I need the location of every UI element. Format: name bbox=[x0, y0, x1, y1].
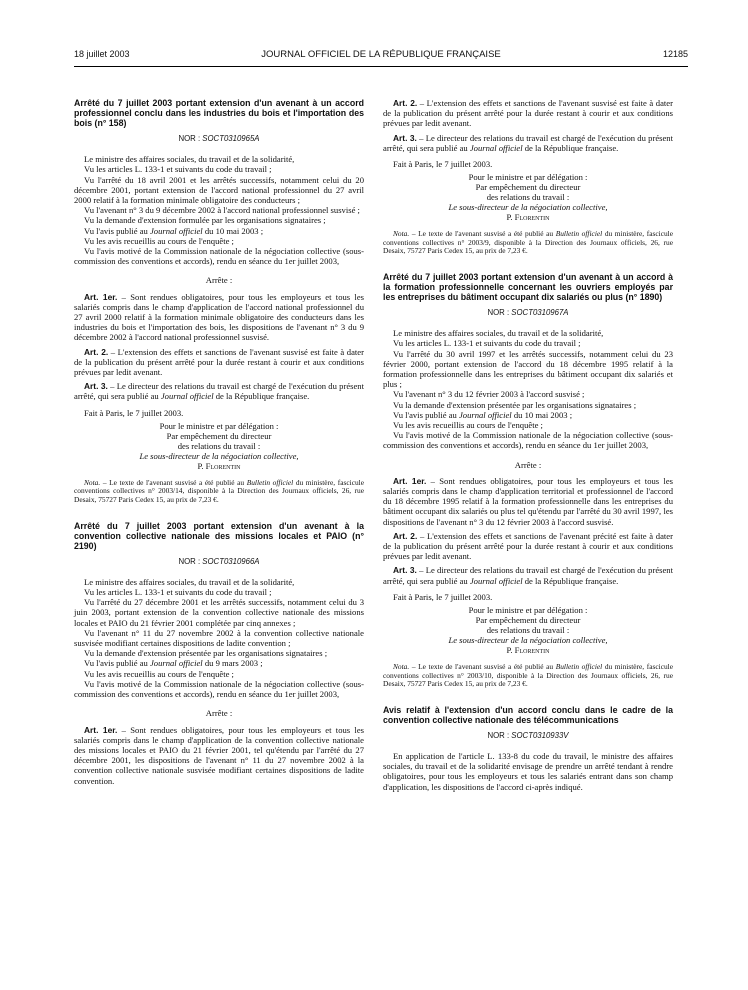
arrete-missions-locales bbox=[74, 521, 364, 786]
visa-paragraph: Vu l'avis motivé de la Commission nationale de la négociation collective (sous-commission des conventions et accords), rendu en séance du 1er juillet 2003, bbox=[74, 246, 364, 267]
signature-block: Pour le ministre et par délégation : Par empêchement du directeur des relations du travail : Le sous-directeur de la négociation collective, P. Florentin bbox=[139, 420, 299, 471]
arrete-title: Arrêté du 7 juillet 2003 portant extension d'un avenant à un accord à la formation professionnelle concernant les ouvriers employés par les entreprises du bâtiment occupant dix salariés ou plus (n° 1890) bbox=[383, 272, 673, 302]
arrete-missions-locales-continued bbox=[383, 98, 673, 256]
visa-paragraph: Le ministre des affaires sociales, du travail et de la solidarité, bbox=[84, 154, 295, 165]
visa-paragraph: Vu l'avenant n° 11 du 27 novembre 2002 à la convention collective nationale susvisée modifiant certaines dispositions de ladite convention ; bbox=[74, 627, 364, 649]
article-3: Art. 3. – Le directeur des relations du travail est chargé de l'exécution du présent arrêté, qui sera publié au Journal officiel de la République française. bbox=[74, 381, 364, 402]
visa-paragraph: Vu l'arrêté du 27 décembre 2001 et les arrêtés successifs, notamment celui du 3 juin 2003, portant extension de la convention collective nationale des missions locales et PAIO du 21 février 2001 complétée par cinq annexes ; bbox=[74, 597, 364, 628]
page-number: 12185 bbox=[662, 49, 688, 59]
visa-paragraph: Vu les articles L. 133-1 et suivants du code du travail ; bbox=[84, 164, 272, 175]
nota-note: Nota. – Le texte de l'avenant susvisé a été publié au Bulletin officiel du ministère, fascicule conventions collectives n° 2003/10, disponible à la Direction des Journaux officiels, 26, rue Desaix, 75727 Paris Cedex 15, au prix de 7,23 €. bbox=[383, 662, 674, 689]
avis-telecommunications bbox=[383, 705, 673, 792]
avis-paragraph: En application de l'article L. 133-8 du code du travail, le ministre des affaires sociales, du travail et de la solidarité envisage de prendre un arrêté tendant à rendre obligatoires, pour tous les employeurs et tous les salariés entrant dans son champ d'application, les dispositions de l'accord ci-après indiqué. bbox=[383, 751, 673, 792]
article-2: Art. 2. – L'extension des effets et sanctions de l'avenant susvisé est faite à dater de la publication du présent arrêté pour la durée restant à courir et aux conditions prévues par ledit avenant. bbox=[74, 346, 364, 378]
visa-paragraph: Vu l'arrêté du 18 avril 2001 et les arrêtés successifs, notamment celui du 20 décembre 2001, portant extension de l'accord national professionnel du 27 avril 2000 relatif à la formation minimale obligatoire des conducteurs ; bbox=[74, 174, 364, 206]
signature-block: Pour le ministre et par délégation : Par empêchement du directeur des relations du travail : Le sous-directeur de la négociation collective, P. Florentin bbox=[448, 605, 608, 656]
signature-date: Fait à Paris, le 7 juillet 2003. bbox=[393, 159, 493, 170]
visa-paragraph: Vu l'avenant n° 3 du 9 décembre 2002 à l'accord national professionnel susvisé ; bbox=[84, 205, 360, 216]
journal-title: JOURNAL OFFICIEL DE LA RÉPUBLIQUE FRANÇAISE bbox=[261, 49, 501, 60]
article-2: Art. 2. – L'extension des effets et sanctions de l'avenant précité est faite à dater de la publication du présent arrêté pour la durée restant à courir et aux conditions prévues par ledit avenant. bbox=[383, 530, 673, 562]
article-2: Art. 2. – L'extension des effets et sanctions de l'avenant susvisé est faite à dater de la publication du présent arrêté pour la durée restant à courir et aux conditions prévues par ledit avenant. bbox=[383, 98, 673, 129]
left-column bbox=[74, 98, 364, 786]
visa-paragraph: Le ministre des affaires sociales, du travail et de la solidarité, bbox=[84, 576, 295, 587]
arrete-bois bbox=[74, 98, 364, 505]
header-date: 18 juillet 2003 bbox=[74, 49, 130, 59]
arrete-title: Arrêté du 7 juillet 2003 portant extension d'un avenant à la convention collective nationale des missions locales et PAIO (n° 2190) bbox=[74, 520, 364, 551]
nor-reference: NOR : SOCT0310933V bbox=[487, 730, 569, 740]
visa-paragraph: Vu l'avis motivé de la Commission nationale de la négociation collective (sous-commission des conventions et accords), rendu en séance du 1er juillet 2003, bbox=[383, 430, 673, 451]
nota-note: Nota. – Le texte de l'avenant susvisé a été publié au Bulletin officiel du ministère, fascicule conventions collectives n° 2003/9, disponible à la Direction des Journaux officiels, 26, rue Desaix, 75727 Paris Cedex 15, au prix de 7,23 €. bbox=[383, 229, 674, 256]
visa-paragraph: Vu les avis recueillis au cours de l'enquête ; bbox=[84, 235, 234, 246]
nor-reference: NOR : SOCT0310966A bbox=[178, 556, 260, 566]
article-1: Art. 1er. – Sont rendues obligatoires, pour tous les employeurs et tous les salariés compris dans le champ d'application de la convention collective nationale des missions locales et PAIO du 21 février 2001, tel qu'étendu par l'arrêté du 27 décembre 2001, les dispositions de l'avenant n° 11 du 27 novembre 2002 à la convention collective nationale susvisée modifiant certaines dispositions de ladite convention. bbox=[74, 724, 364, 786]
visa-paragraph: Vu l'arrêté du 30 avril 1997 et les arrêtés successifs, notamment celui du 23 février 2000, portant extension de l'accord du 18 décembre 1995 relatif à la formation professionnelle dans les entreprises du bâtiment occupant dix salariés et plus ; bbox=[383, 348, 673, 390]
arrete-heading: Arrête : bbox=[205, 275, 233, 286]
right-column bbox=[383, 98, 673, 792]
visa-paragraph: Vu l'avis publié au Journal officiel du 10 mai 2003 ; bbox=[393, 409, 573, 420]
visa-paragraph: Vu les articles L. 133-1 et suivants du code du travail ; bbox=[84, 587, 272, 598]
nor-reference: NOR : SOCT0310965A bbox=[178, 134, 260, 143]
nota-note: Nota. – Le texte de l'avenant susvisé a été publié au Bulletin officiel du ministère, fascicule conventions collectives n° 2003/14, disponible à la Direction des Journaux officiels, 26, rue Desaix, 75727 Paris Cedex 15, au prix de 7,23 €. bbox=[74, 477, 365, 505]
visa-paragraph: Vu les avis recueillis au cours de l'enquête ; bbox=[393, 420, 543, 431]
visa-paragraph: Vu l'avenant n° 3 du 12 février 2003 à l'accord susvisé ; bbox=[393, 389, 585, 400]
article-3: Art. 3. – Le directeur des relations du travail est chargé de l'exécution du présent arrêté, qui sera publié au Journal officiel de la République française. bbox=[383, 132, 673, 153]
article-3: Art. 3. – Le directeur des relations du travail est chargé de l'exécution du présent arrêté, qui sera publié au Journal officiel de la République française. bbox=[383, 565, 673, 586]
arrete-heading: Arrête : bbox=[514, 459, 542, 470]
arrete-batiment bbox=[383, 272, 673, 689]
visa-paragraph: Vu l'avis publié au Journal officiel du 10 mai 2003 ; bbox=[84, 225, 264, 236]
signature-block: Pour le ministre et par délégation : Par empêchement du directeur des relations du travail : Le sous-directeur de la négociation collective, P. Florentin bbox=[448, 172, 608, 223]
article-1: Art. 1er. – Sont rendues obligatoires, pour tous les employeurs et tous les salariés compris dans le champ d'application de l'accord national professionnel du 27 avril 2000 relatif à la formation minimale obligatoire des conducteurs dans les industries du bois et l'importation des bois, les dispositions de l'avenant n° 3 du 9 décembre 2002 à l'accord national professionnel susvisé. bbox=[74, 291, 364, 343]
visa-paragraph: Vu les articles L. 133-1 et suivants du code du travail ; bbox=[393, 338, 581, 349]
visa-paragraph: Vu la demande d'extension formulée par les organisations signataires ; bbox=[84, 215, 326, 226]
visa-paragraph: Le ministre des affaires sociales, du travail et de la solidarité, bbox=[393, 328, 604, 339]
visa-paragraph: Vu l'avis publié au Journal officiel du 9 mars 2003 ; bbox=[84, 658, 263, 669]
nor-reference: NOR : SOCT0310967A bbox=[487, 308, 569, 317]
visa-paragraph: Vu la demande d'extension présentée par les organisations signataires ; bbox=[84, 648, 328, 659]
signature-date: Fait à Paris, le 7 juillet 2003. bbox=[84, 407, 184, 418]
visa-paragraph: Vu la demande d'extension présentée par les organisations signataires ; bbox=[393, 399, 637, 410]
avis-title: Avis relatif à l'extension d'un accord conclu dans le cadre de la convention collective nationale des télécommunications bbox=[383, 704, 673, 725]
visa-paragraph: Vu l'avis motivé de la Commission nationale de la négociation collective (sous-commission des conventions et accords), rendu en séance du 1er juillet 2003, bbox=[74, 678, 364, 700]
visa-paragraph: Vu les avis recueillis au cours de l'enquête ; bbox=[84, 668, 234, 679]
arrete-heading: Arrête : bbox=[205, 708, 233, 719]
page-header bbox=[74, 47, 688, 63]
article-1: Art. 1er. – Sont rendues obligatoires, pour tous les employeurs et tous les salariés compris dans le champ d'application territorial et professionnel de l'accord du 18 décembre 1995 relatif à la formation professionnelle dans les entreprises du bâtiment occupant dix salariés ou plus tel qu'étendu par l'arrêté du 30 avril 1997, les dispositions de l'avenant n° 3 du 12 février 2003 à l'accord susvisé. bbox=[383, 475, 673, 527]
header-rule bbox=[74, 66, 688, 67]
signature-date: Fait à Paris, le 7 juillet 2003. bbox=[393, 591, 493, 602]
arrete-title: Arrêté du 7 juillet 2003 portant extension d'un avenant à un accord professionnel conclu dans les industries du bois et l'importation des bois (n° 158) bbox=[74, 98, 364, 128]
